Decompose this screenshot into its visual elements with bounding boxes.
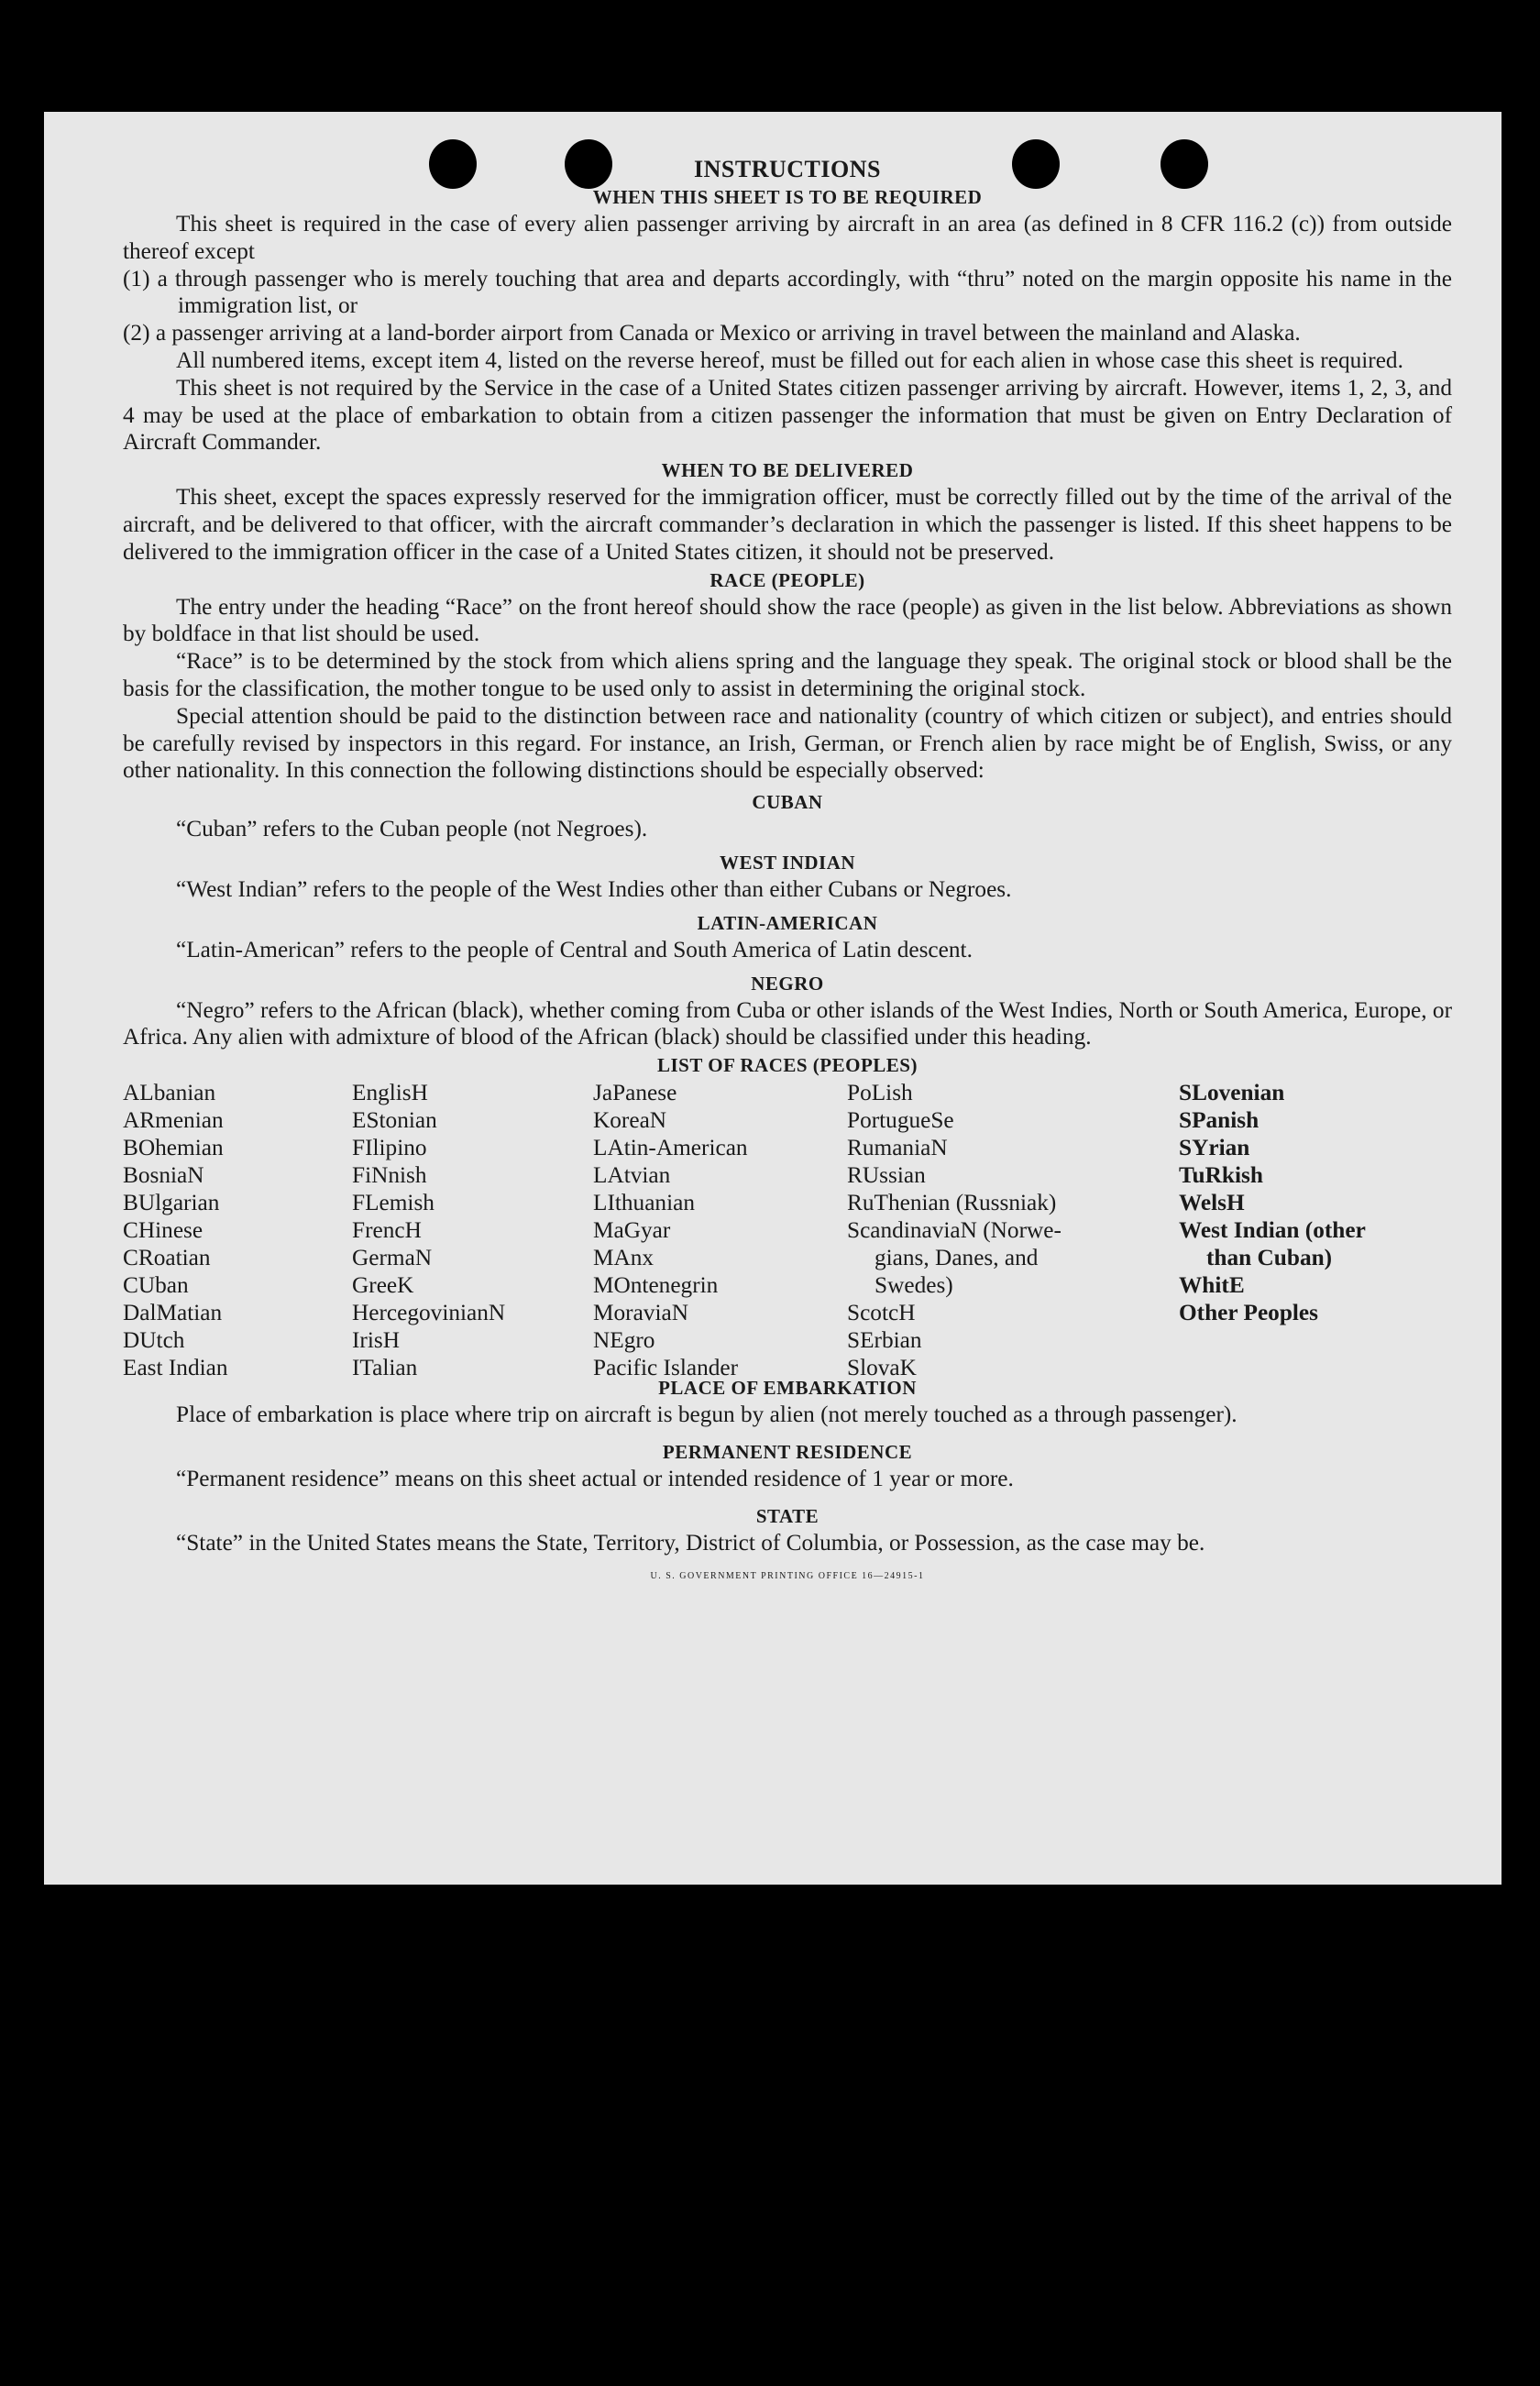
race-item: MOntenegrin — [593, 1272, 719, 1299]
race-item: PoLish — [847, 1080, 913, 1106]
race-item: SLovenian — [1179, 1080, 1285, 1106]
race-item: KoreaN — [593, 1107, 667, 1134]
section-heading-west-indian: WEST INDIAN — [719, 851, 856, 874]
race-item: MAnx — [593, 1245, 654, 1271]
race-item: RuThenian (Russniak) — [847, 1190, 1057, 1216]
race-item: FiNnish — [352, 1162, 427, 1189]
race-item: DalMatian — [123, 1300, 223, 1326]
section-heading-race: RACE (PEOPLE) — [710, 568, 865, 591]
race-item: TuRkish — [1179, 1162, 1263, 1189]
race-item: LAtin-American — [593, 1135, 748, 1161]
section-heading-delivered: WHEN TO BE DELIVERED — [661, 459, 914, 482]
race-item: NEgro — [593, 1327, 655, 1354]
paragraph: “Latin-American” refers to the people of Central and South America of Latin descent. — [176, 936, 973, 962]
races-column-4 — [847, 1079, 1062, 1381]
section-heading-cuban: CUBAN — [752, 791, 823, 814]
paragraph: “Cuban” refers to the Cuban people (not Negroes). — [176, 816, 648, 842]
race-item: LAtvian — [593, 1162, 671, 1189]
section-heading-state: STATE — [755, 1504, 820, 1527]
race-item: GreeK — [352, 1272, 414, 1299]
race-item: than Cuban) — [1206, 1245, 1333, 1271]
section-heading-latin-american: LATIN-AMERICAN — [697, 911, 878, 934]
race-item: WelsH — [1179, 1190, 1245, 1216]
race-item: CRoatian — [123, 1245, 211, 1271]
paragraph: Special attention should be paid to the distinction between race and nationality (country of which citizen or subject), and entries should be carefully revised by inspectors in this regard. For instance, an Irish, German, or French alien by race might be of English, Swiss, or any other nationality. In this connection the following distinctions should be especially observed: — [123, 702, 1452, 784]
paragraph: The entry under the heading “Race” on the front hereof should show the race (people) as given in the list below. Abbreviations as shown by boldface in that list should be used. — [123, 593, 1452, 647]
race-item: ScotcH — [847, 1300, 916, 1326]
section-heading-residence: PERMANENT RESIDENCE — [662, 1440, 913, 1463]
list-item: (2) a passenger arriving at a land-border airport from Canada or Mexico or arriving in travel between the mainland and Alaska. — [123, 320, 1301, 346]
race-item: MaGyar — [593, 1217, 671, 1244]
race-item: FIlipino — [352, 1135, 427, 1161]
race-item: RumaniaN — [847, 1135, 948, 1161]
printer-imprint: U. S. GOVERNMENT PRINTING OFFICE 16—24915-1 — [650, 1570, 925, 1581]
race-item: CHinese — [123, 1217, 204, 1244]
race-item: East Indian — [123, 1355, 228, 1381]
race-item: BUlgarian — [123, 1190, 220, 1216]
section-heading-races-list: LIST OF RACES (PEOPLES) — [657, 1054, 918, 1077]
races-column-5 — [1179, 1079, 1366, 1326]
race-item: Swedes) — [874, 1272, 953, 1299]
paragraph: “Negro” refers to the African (black), whether coming from Cuba or other islands of the West Indies, North or South America, Europe, or Africa. Any alien with admixture of blood of the African (black) should be classified under this heading. — [123, 996, 1452, 1050]
race-item: HercegovinianN — [352, 1300, 506, 1326]
race-item: gians, Danes, and — [874, 1245, 1039, 1271]
paragraph: This sheet, except the spaces expressly reserved for the immigration officer, must be correctly filled out by the time of the arrival of the aircraft, and be delivered to that officer, with the aircraft commander’s declaration in which the passenger is listed. If this sheet happens to be delivered to the immigration officer in the case of a United States citizen, it should not be preserved. — [123, 484, 1452, 565]
paragraph: “Permanent residence” means on this sheet actual or intended residence of 1 year or more. — [176, 1465, 1014, 1491]
race-item: GermaN — [352, 1245, 433, 1271]
races-column-1 — [123, 1079, 228, 1381]
race-item: PortugueSe — [847, 1107, 954, 1134]
paragraph: All numbered items, except item 4, listed on the reverse hereof, must be filled out for each alien in whose case this sheet is required. — [176, 346, 1403, 373]
race-item: ALbanian — [123, 1080, 216, 1106]
paragraph: “West Indian” refers to the people of the West Indies other than either Cubans or Negroes. — [176, 875, 1012, 902]
race-item: JaPanese — [593, 1080, 677, 1106]
race-item: FrencH — [352, 1217, 422, 1244]
races-list — [123, 1079, 1452, 1381]
race-item: LIthuanian — [593, 1190, 695, 1216]
race-item: SErbian — [847, 1327, 922, 1354]
race-item: SPanish — [1179, 1107, 1260, 1134]
race-item: EStonian — [352, 1107, 437, 1134]
list-item: (1) a through passenger who is merely touching that area and departs accordingly, with “thru” noted on the margin opposite his name in the immigration list, or — [123, 265, 1452, 319]
race-item: SYrian — [1179, 1135, 1250, 1161]
race-item: FLemish — [352, 1190, 434, 1216]
section-heading-negro: NEGRO — [751, 972, 824, 995]
races-column-3 — [593, 1079, 748, 1381]
page-title: INSTRUCTIONS — [694, 156, 881, 182]
race-item: BosniaN — [123, 1162, 204, 1189]
race-item: RUssian — [847, 1162, 926, 1189]
section-heading-required: WHEN THIS SHEET IS TO BE REQUIRED — [592, 186, 983, 208]
race-item: ScandinaviaN (Norwe- — [847, 1217, 1062, 1244]
paragraph: This sheet is not required by the Service in the case of a United States citizen passenger arriving by aircraft. However, items 1, 2, 3, and 4 may be used at the place of embarkation to obtain from a citizen passenger the information that must be given on Entry Declaration of Aircraft Commander. — [123, 374, 1452, 456]
race-item: SlovaK — [847, 1355, 917, 1381]
race-item: Pacific Islander — [593, 1355, 739, 1381]
race-item: WhitE — [1179, 1272, 1245, 1299]
section-heading-embarkation: PLACE OF EMBARKATION — [658, 1377, 917, 1400]
paragraph: “State” in the United States means the State, Territory, District of Columbia, or Possession, as the case may be. — [176, 1529, 1205, 1556]
race-item: West Indian (other — [1179, 1217, 1366, 1244]
race-item: ARmenian — [123, 1107, 224, 1134]
race-item: IrisH — [352, 1327, 400, 1354]
race-item: ITalian — [352, 1355, 418, 1381]
race-item: Other Peoples — [1179, 1300, 1318, 1326]
instructions-content — [123, 156, 1452, 1589]
race-item: EnglisH — [352, 1080, 428, 1106]
race-item: MoraviaN — [593, 1300, 688, 1326]
race-item: BOhemian — [123, 1135, 224, 1161]
paragraph: Place of embarkation is place where trip on aircraft is begun by alien (not merely touched as a through passenger). — [176, 1402, 1238, 1428]
race-item: DUtch — [123, 1327, 185, 1354]
document-sheet — [44, 112, 1502, 1885]
paragraph: This sheet is required in the case of every alien passenger arriving by aircraft in an area (as defined in 8 CFR 116.2 (c)) from outside thereof except — [123, 211, 1452, 264]
race-item: CUban — [123, 1272, 189, 1299]
races-column-2 — [352, 1079, 505, 1381]
paragraph: “Race” is to be determined by the stock from which aliens spring and the language they speak. The original stock or blood shall be the basis for the classification, the mother tongue to be used only to assist in determining the original stock. — [123, 648, 1452, 701]
